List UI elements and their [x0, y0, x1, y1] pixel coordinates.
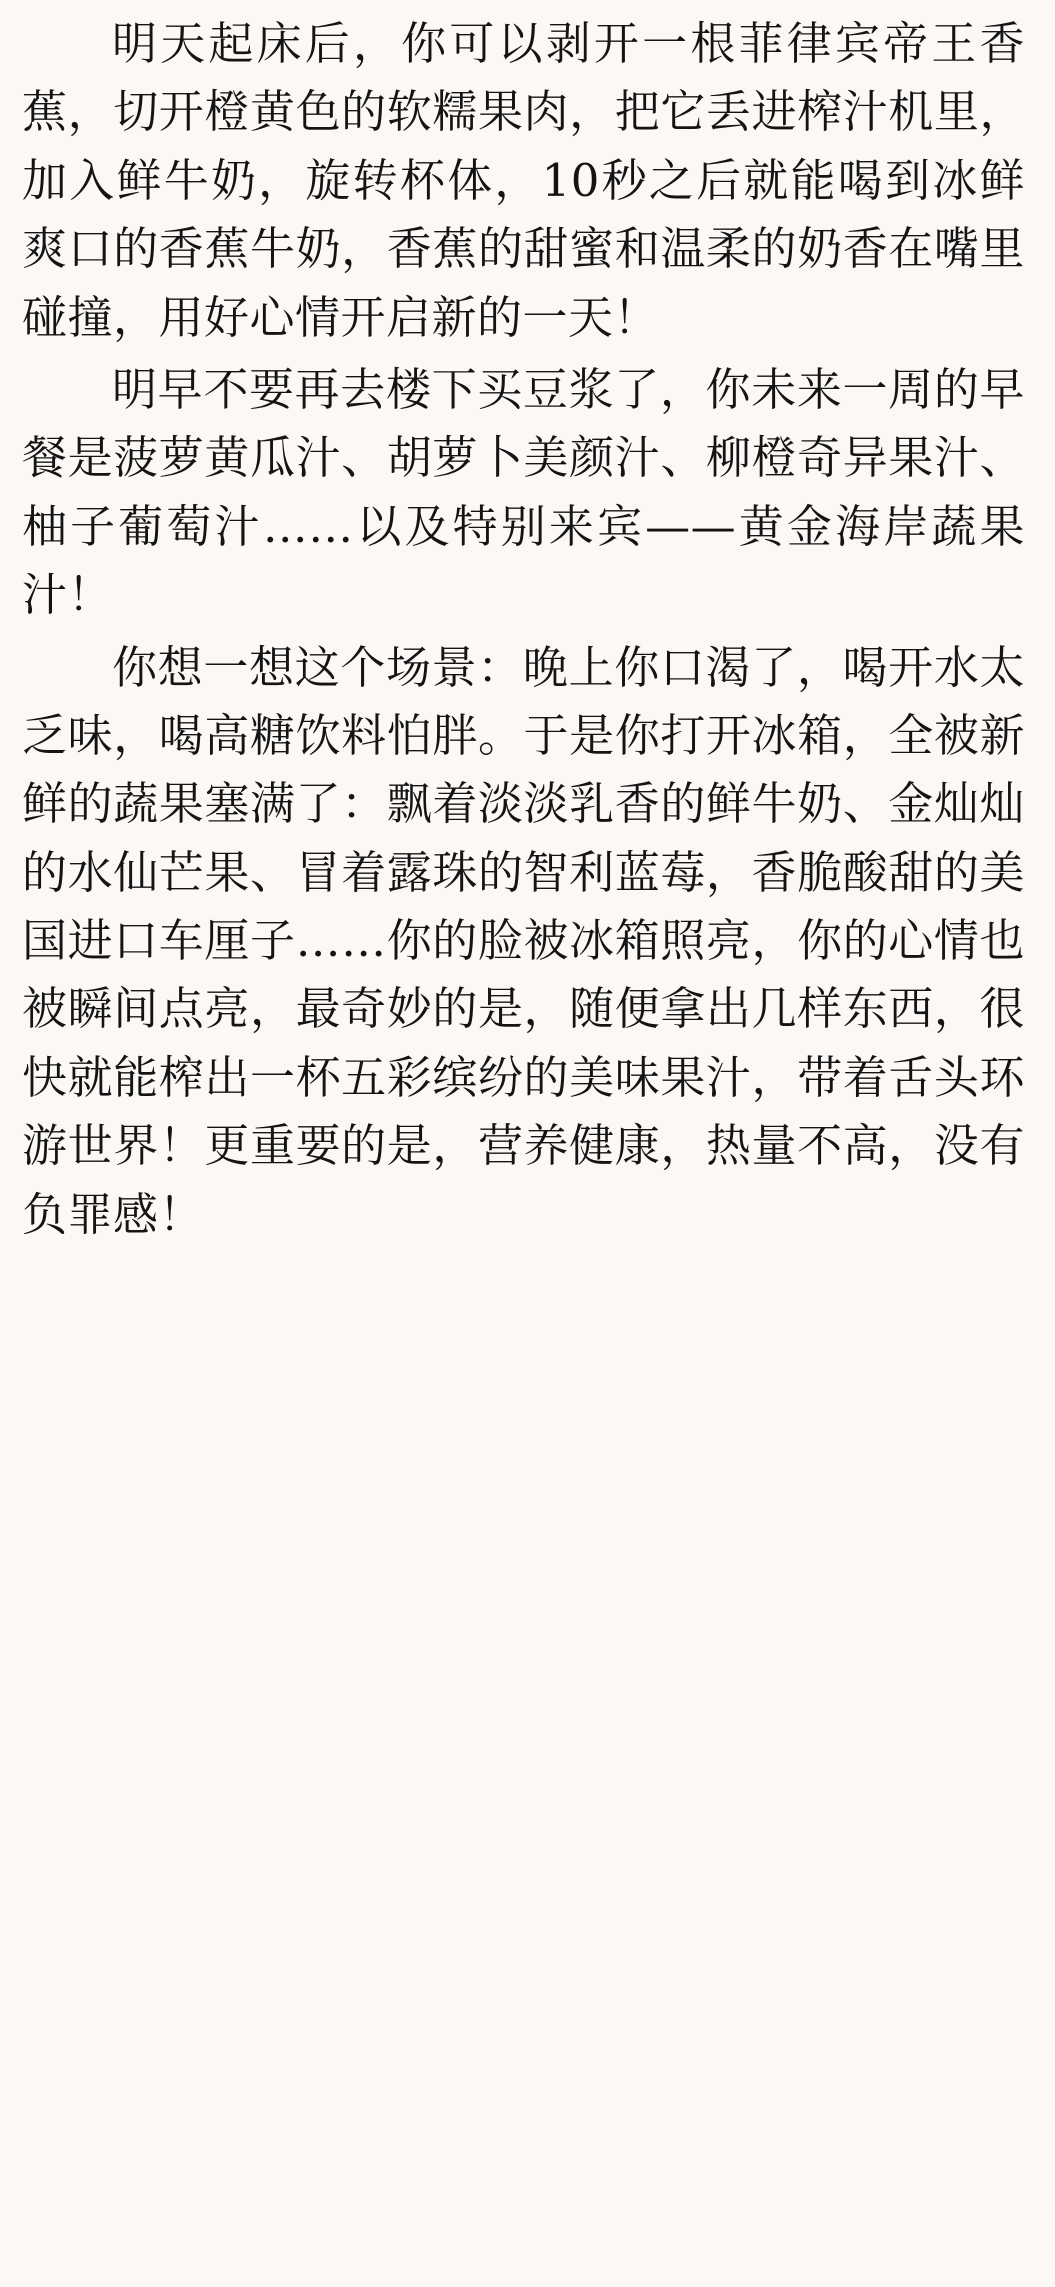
paragraph-3: 你想一想这个场景：晚上你口渴了，喝开水太乏味，喝高糖饮料怕胖。于是你打开冰箱，全被新鲜的蔬果塞满了：飘着淡淡乳香的鲜牛奶、金灿灿的水仙芒果、冒着露珠的智利蓝莓，香脆酸甜的美国进口车厘子……你的脸被冰箱照亮，你的心情也被瞬间点亮，最奇妙的是，随便拿出几样东西，很快就能榨出一杯五彩缤纷的美味果汁，带着舌头环游世界！更重要的是，营养健康，热量不高，没有负罪感！	[22, 640, 1025, 1241]
paragraph-1: 明天起床后，你可以剥开一根菲律宾帝王香蕉，切开橙黄色的软糯果肉，把它丢进榨汁机里，加入鲜牛奶，旋转杯体，10秒之后就能喝到冰鲜爽口的香蕉牛奶，香蕉的甜蜜和温柔的奶香在嘴里碰撞，用好心情开启新的一天！	[22, 17, 1025, 344]
article-body	[22, 10, 1025, 1249]
paragraph-2: 明早不要再去楼下买豆浆了，你未来一周的早餐是菠萝黄瓜汁、胡萝卜美颜汁、柳橙奇异果汁、柚子葡萄汁……以及特别来宾——黄金海岸蔬果汁！	[22, 362, 1025, 622]
